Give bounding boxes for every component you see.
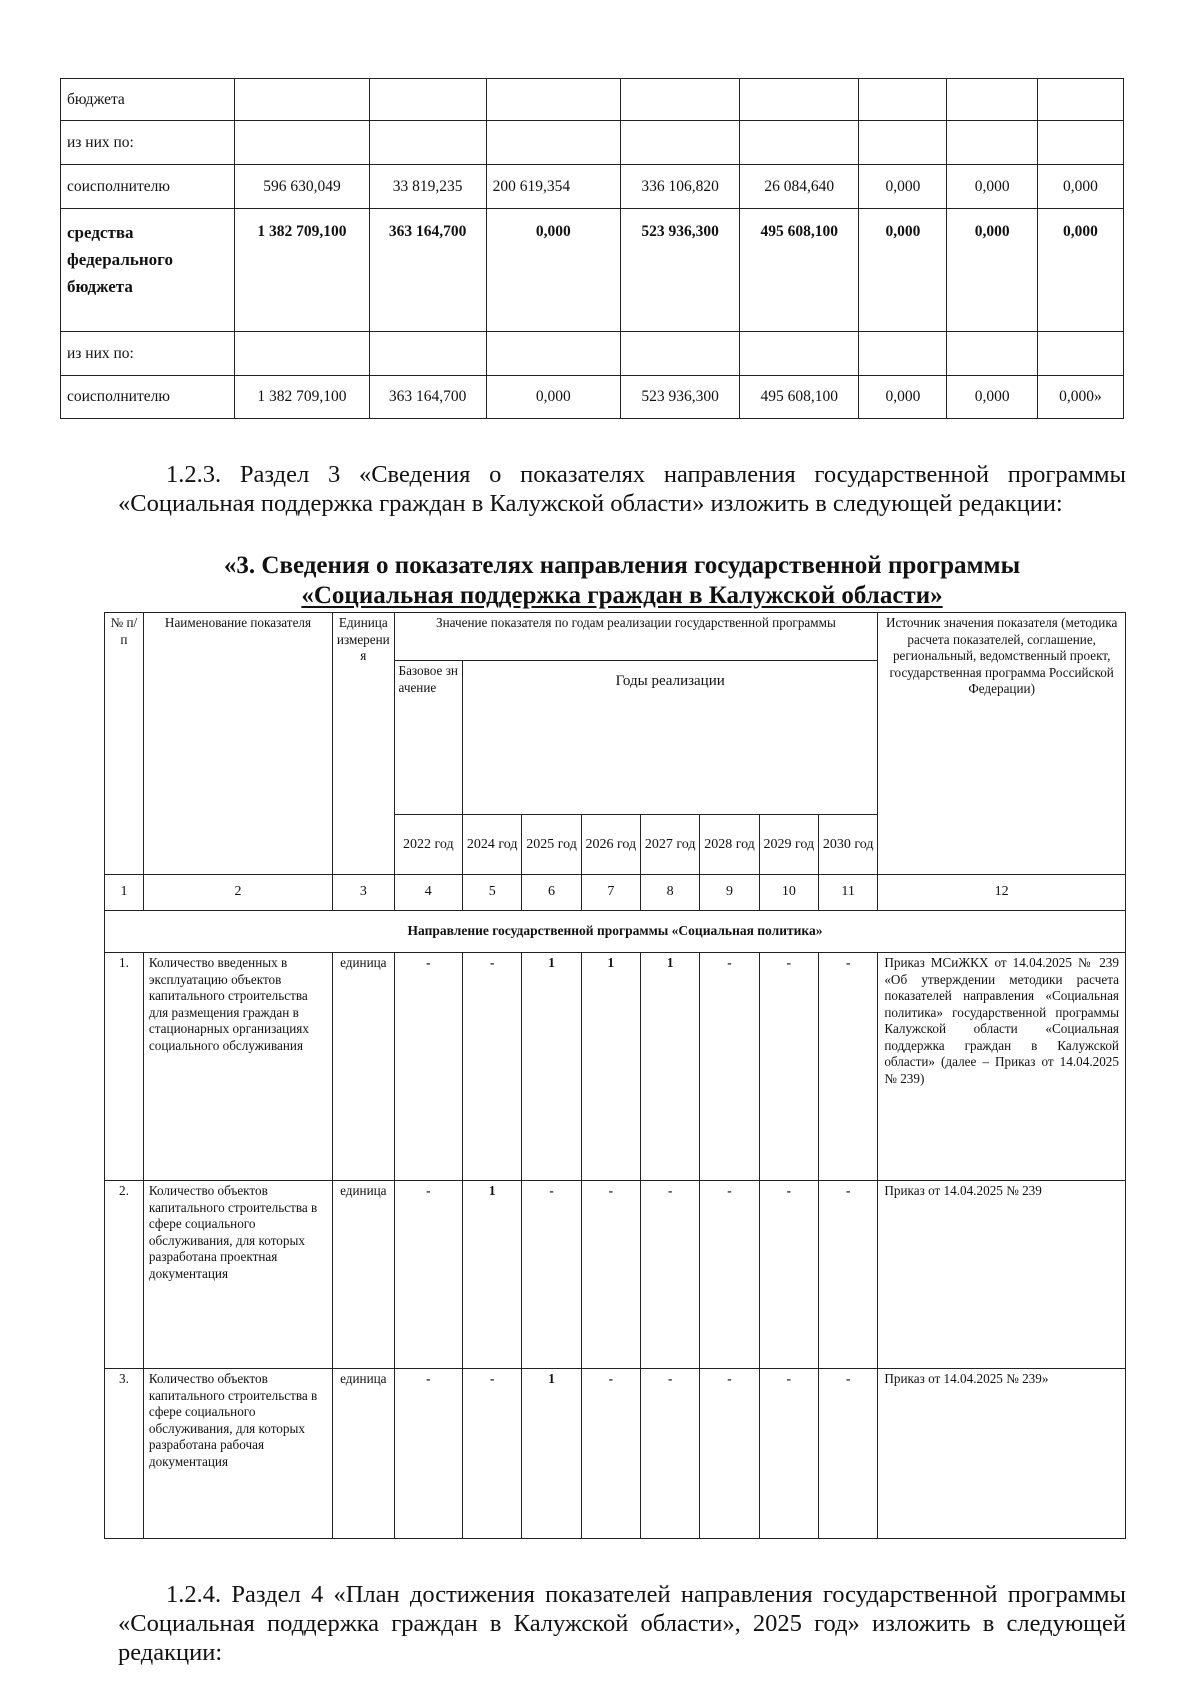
header-year: 2027 год [641,815,700,875]
cell-value: - [819,1181,878,1369]
cell-value: 1 [581,953,640,1181]
header-source: Источник значения показателя (методика расчета показателей, соглашение, региональный, ведомственный проект, государственная программа Российской Федерации) [878,613,1126,875]
cell-value: 200 619,354 [486,165,621,209]
col-number: 5 [463,875,522,911]
cell-value: - [394,1369,463,1539]
cell-value: 1 [522,1369,581,1539]
table-row [61,165,1124,209]
cell-value: - [819,953,878,1181]
header-base: Базовое значение [394,661,463,815]
indicator-source: Приказ МСиЖКХ от 14.04.2025 № 239 «Об утверждении методики расчета показателей направления «Социальная политика» государственной программы Калужской области «Социальная поддержка граждан в Калужской области» (далее – Приказ от 14.04.2025 № 239) [878,953,1126,1181]
header-unit: Единица измерения [333,613,394,875]
cell-value: - [700,953,759,1181]
indicator-name: Количество введенных в эксплуатацию объектов капитального строительства для размещения граждан в стационарных организациях социального обслуживания [143,953,332,1181]
paragraph-1-2-4: 1.2.4. Раздел 4 «План достижения показателей направления государственной программы «Социальная поддержка граждан в Калужской области», 2025 год» изложить в следующей редакции: [118,1581,1126,1666]
header-values-group: Значение показателя по годам реализации государственной программы [394,613,878,661]
table-row [105,1181,1126,1369]
header-year: 2026 год [581,815,640,875]
indicator-source: Приказ от 14.04.2025 № 239» [878,1369,1126,1539]
cell-value: 495 608,100 [740,209,859,332]
cell-value: - [759,1181,818,1369]
cell-value: 1 382 709,100 [235,209,370,332]
section-row [105,911,1126,953]
cell-value: 0,000 [859,165,947,209]
column-numbers-row [105,875,1126,911]
cell-value: - [641,1369,700,1539]
cell-value: 596 630,049 [235,165,370,209]
indicator-source: Приказ от 14.04.2025 № 239 [878,1181,1126,1369]
col-number: 9 [700,875,759,911]
indicator-name: Количество объектов капитального строительства в сфере социального обслуживания, для которых разработана проектная документация [143,1181,332,1369]
cell-value: 0,000 [859,376,947,419]
section-title [118,551,1126,611]
cell-value: 0,000 [1037,165,1123,209]
row-label: соисполнителю [61,165,235,209]
row-num: 2. [105,1181,144,1369]
cell-value: 363 164,700 [369,376,486,419]
col-number: 2 [143,875,332,911]
budget-table [60,78,1124,419]
cell-value: 0,000 [947,376,1037,419]
header-name: Наименование показателя [143,613,332,875]
cell-value: - [700,1369,759,1539]
cell-value: 523 936,300 [621,376,740,419]
col-number: 1 [105,875,144,911]
table-row [61,376,1124,419]
cell-value: 1 [522,953,581,1181]
header-year: 2029 год [759,815,818,875]
section-title-line-1: «3. Сведения о показателях направления государственной программы [223,552,1021,579]
indicator-name: Количество объектов капитального строительства в сфере социального обслуживания, для которых разработана рабочая документация [143,1369,332,1539]
cell-value: 0,000 [486,376,621,419]
col-number: 12 [878,875,1126,911]
cell-value: 0,000 [486,209,621,332]
row-label: из них по: [61,121,235,165]
cell-value: - [522,1181,581,1369]
row-num: 1. [105,953,144,1181]
cell-value: - [463,953,522,1181]
cell-value: 1 [641,953,700,1181]
col-number: 7 [581,875,640,911]
cell-value: 1 [463,1181,522,1369]
cell-value: 336 106,820 [621,165,740,209]
header-row [105,613,1126,661]
cell-value: 0,000 [947,165,1037,209]
table-row [61,121,1124,165]
cell-value: - [819,1369,878,1539]
cell-value: - [700,1181,759,1369]
cell-value: - [394,953,463,1181]
section-row-label: Направление государственной программы «Социальная политика» [105,911,1126,953]
indicator-unit: единица [333,953,394,1181]
cell-value: 0,000 [947,209,1037,332]
indicators-table [104,612,1126,1539]
col-number: 8 [641,875,700,911]
col-number: 4 [394,875,463,911]
col-number: 3 [333,875,394,911]
header-year: 2025 год [522,815,581,875]
row-label: средства федерального бюджета [61,209,235,332]
cell-value: 0,000 [859,209,947,332]
cell-value: - [759,953,818,1181]
cell-value: - [581,1369,640,1539]
table-row [61,332,1124,376]
col-number: 11 [819,875,878,911]
cell-value: 33 819,235 [369,165,486,209]
section-title-line-2: «Социальная поддержка граждан в Калужской области» [301,582,943,609]
cell-value: 363 164,700 [369,209,486,332]
indicator-unit: единица [333,1181,394,1369]
cell-value: - [463,1369,522,1539]
cell-value: 523 936,300 [621,209,740,332]
row-label: соисполнителю [61,376,235,419]
row-label: бюджета [61,79,235,121]
cell-value: - [641,1181,700,1369]
header-years-group: Годы реализации [463,661,878,815]
cell-value: - [394,1181,463,1369]
table-row [61,79,1124,121]
cell-value: 495 608,100 [740,376,859,419]
table-row [61,209,1124,332]
table-row [105,1369,1126,1539]
cell-value: 0,000 [1037,209,1123,332]
header-year: 2030 год [819,815,878,875]
cell-value: 1 382 709,100 [235,376,370,419]
indicator-unit: единица [333,1369,394,1539]
row-label: из них по: [61,332,235,376]
header-num: № п/п [105,613,144,875]
col-number: 6 [522,875,581,911]
table-row [105,953,1126,1181]
row-num: 3. [105,1369,144,1539]
header-year: 2028 год [700,815,759,875]
header-year: 2024 год [463,815,522,875]
header-base-year: 2022 год [394,815,463,875]
paragraph-1-2-3: 1.2.3. Раздел 3 «Сведения о показателях направления государственной программы «Социальная поддержка граждан в Калужской области» изложить в следующей редакции: [118,461,1126,517]
cell-value: - [581,1181,640,1369]
cell-value: - [759,1369,818,1539]
cell-value: 0,000» [1037,376,1123,419]
col-number: 10 [759,875,818,911]
cell-value: 26 084,640 [740,165,859,209]
